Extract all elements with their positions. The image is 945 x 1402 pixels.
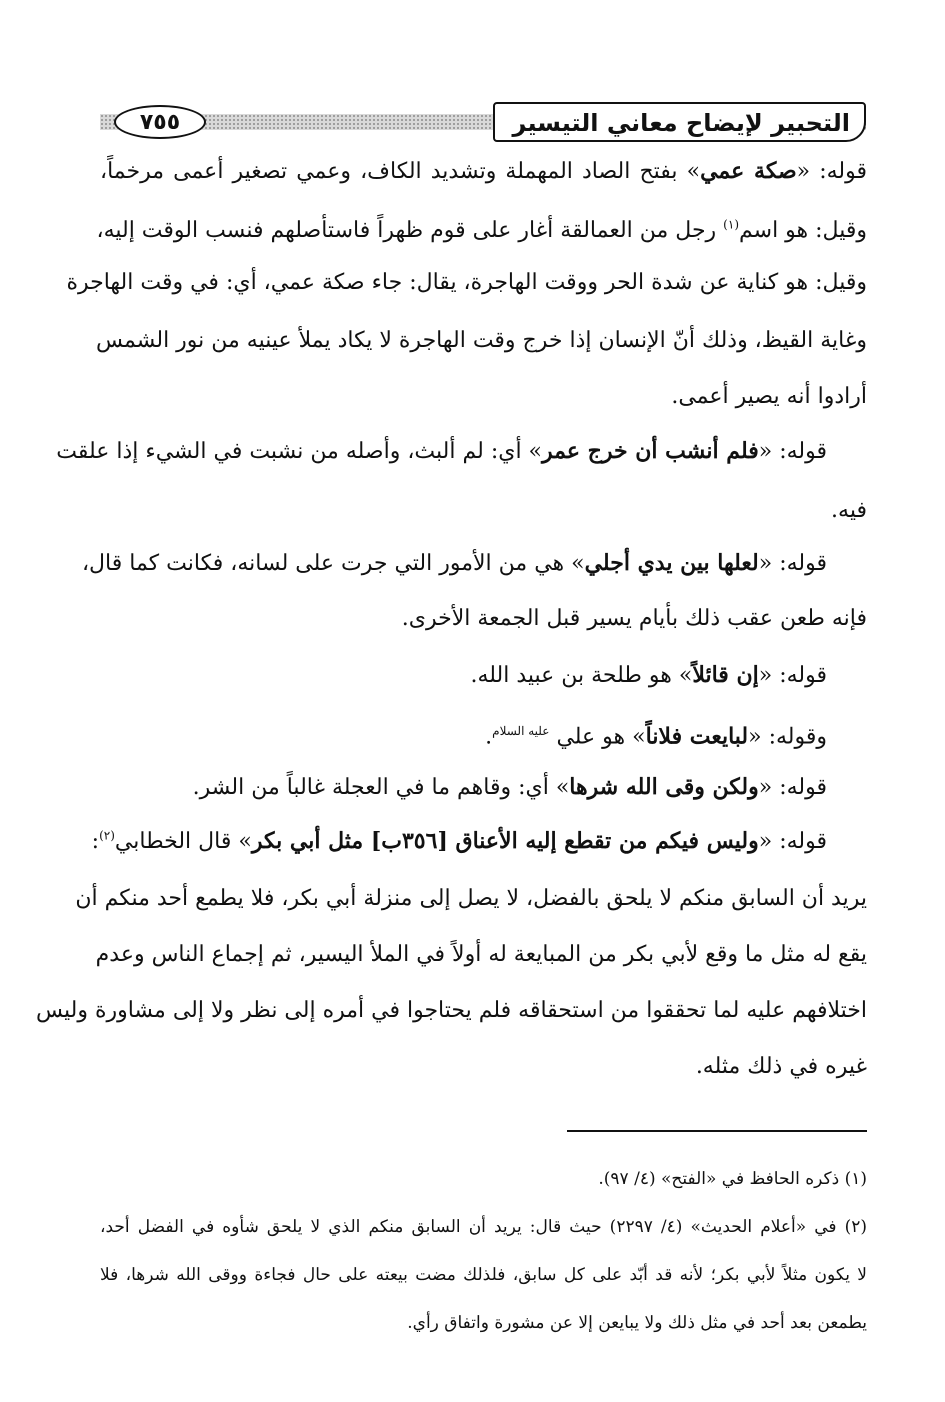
body-line-14: يريد أن السابق منكم لا يلحق بالفضل، لا يصل إلى منزلة أبي بكر، فلا يطمع أحد منكم أن bbox=[75, 886, 867, 911]
body-line-2: وقيل: هو اسم$^{(١)}$ رجل من العمالقة أغار على قوم ظهراً فاستأصلهم فنسب الوقت إليه، bbox=[96, 217, 867, 243]
page-header bbox=[100, 100, 866, 144]
body-line-6: قوله: «فلم أنشب أن خرج عمر» أي: لم ألبث، وأصله من نشبت في الشيء إذا علقت bbox=[56, 438, 827, 464]
footnote-ref-1[interactable]: (١) bbox=[723, 217, 739, 232]
body-line-11: وقوله: «لبايعت فلاناً» هو علي $^{عليه السلام}$. bbox=[485, 723, 827, 750]
footnote-2-line-2: لا يكون مثلاً لأبي بكر؛ لأنه قد أبّد على كل سابق، فلذلك مضت بيعته على حال فجاءة ووقى الله شرها، فلا bbox=[100, 1265, 867, 1285]
body-line-1: قوله: «صكة عمي» بفتح الصاد المهملة وتشديد الكاف، وعمي تصغير أعمى مرخماً، bbox=[100, 158, 867, 184]
body-line-13: قوله: «وليس فيكم من تقطع إليه الأعناق [٣٥٦ب] مثل أبي بكر» قال الخطابي$^{(٢)}$: bbox=[91, 828, 827, 854]
body-line-4: وغاية القيظ، وذلك أنّ الإنسان إذا خرج وقت الهاجرة لا يكاد يملأ عينيه من نور الشمس bbox=[95, 328, 867, 353]
footnote-1: (١) ذكره الحافظ في «الفتح» (٤/ ٩٧). bbox=[598, 1169, 867, 1189]
body-line-12: قوله: «ولكن وقى الله شرها» أي: وقاهم ما في العجلة غالباً من الشر. bbox=[192, 774, 827, 800]
body-line-9: فإنه طعن عقب ذلك بأيام يسير قبل الجمعة الأخرى. bbox=[401, 606, 867, 631]
body-line-10: قوله: «إن قائلاً» هو طلحة بن عبيد الله. bbox=[470, 662, 827, 688]
body-line-15: يقع له مثل ما وقع لأبي بكر من المبايعة له أولاً في الملأ اليسير، ثم إجماع الناس وعدم bbox=[95, 942, 867, 967]
page-number: ٧٥٥ bbox=[114, 105, 206, 139]
honorific-ligature: عليه السلام bbox=[492, 724, 550, 738]
footnote-ref-2[interactable]: (٢) bbox=[99, 828, 115, 843]
footnote-2-line-1: (٢) في «أعلام الحديث» (٤/ ٢٢٩٧) حيث قال: يريد أن السابق منكم الذي لا يلحق شأوه في الفضل أحد، bbox=[100, 1217, 867, 1237]
footnote-2-line-3: يطمعن بعد أحد في مثل ذلك ولا يبايعن إلا عن مشورة واتفاق رأي. bbox=[407, 1313, 867, 1333]
body-line-5: أرادوا أنه يصير أعمى. bbox=[671, 384, 867, 409]
footnote-divider bbox=[567, 1130, 867, 1132]
book-title: التحبير لإيضاح معاني التيسير bbox=[493, 102, 866, 142]
body-line-16: اختلافهم عليه لما تحققوا من استحقاقه فلم يحتاجوا في أمره إلى نظر ولا إلى مشاورة وليس bbox=[35, 998, 867, 1023]
body-line-3: وقيل: هو كناية عن شدة الحر ووقت الهاجرة، يقال: جاء صكة عمي، أي: في وقت الهاجرة bbox=[66, 270, 867, 295]
body-line-17: غيره في ذلك مثله. bbox=[695, 1054, 867, 1079]
body-line-7: فيه. bbox=[831, 498, 867, 523]
body-line-8: قوله: «لعلها بين يدي أجلي» هي من الأمور التي جرت على لسانه، فكانت كما قال، bbox=[81, 550, 827, 576]
